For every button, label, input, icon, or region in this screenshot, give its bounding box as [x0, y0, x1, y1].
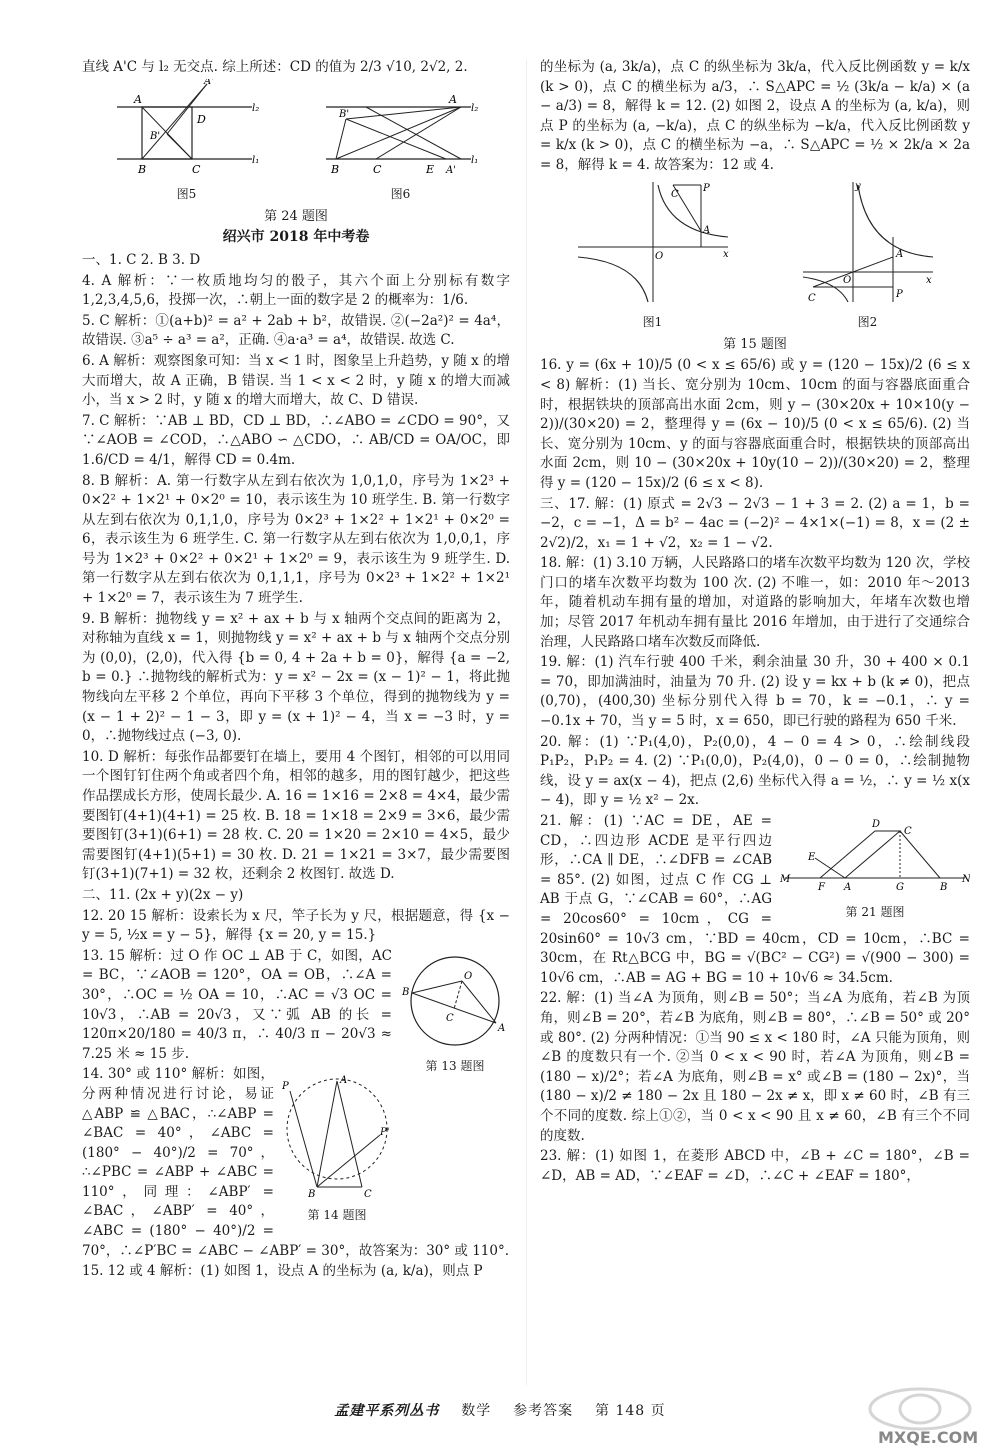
- svg-text:A': A': [203, 78, 214, 87]
- figure-21: [780, 816, 970, 922]
- figure-21-caption: 第 21 题图: [845, 904, 905, 919]
- svg-text:B: B: [308, 1189, 316, 1200]
- svg-text:l₁: l₁: [251, 154, 259, 166]
- figure-14: [282, 1069, 392, 1225]
- answer-paragraph-21: 21. 解：(1) ∵AC = DE，AE = CD，∴四边形 ACDE 是平行四边形，∴CA ∥ DE，∴∠DFB = ∠CAB = 85°. (2) 如图，过点 C 作 CG ⊥ AB 于点 G，∵∠CAB = 60°，∴AG = 20cos60° = 10cm，CG = 20sin60° = 10√3 cm，∵BD = 40cm，CD = 10cm，∴BC = 30cm，在 Rt△BCG 中，BG = √(BC² − CG²) = √(900 − 300) = 10√6 cm，∴AB = AG + BG = 10 + 10√6 ≈ 34.5cm.: [540, 813, 970, 986]
- answer-paragraph: 8. B 解析：A. 第一行数字从左到右依次为 1,0,1,0，序号为 1×2³ + 0×2² + 1×2¹ + 0×2⁰ = 10，表示该生为 10 班学生. B. 第一行数字从左到右依次为 0,1,1,0，序号为 0×2³ + 1×2² + 1×2¹ + 0×2⁰ = 6，表示该生为 6 班学生. C. 第一行数字从左到右依次为 1,0,0,1，序号为 1×2³ + 0×2² + 0×2¹ + 1×2⁰ = 9，表示该生为 9 班学生. D. 第一行数字从左到右依次为 0,1,1,1，序号为 0×2³ + 1×2² + 1×2¹ + 1×2⁰ = 7，表示该生为 7 班学生.: [82, 472, 510, 607]
- footer-series: 孟建平系列丛书: [334, 1403, 440, 1419]
- answer-paragraph: 9. B 解析：抛物线 y = x² + ax + b 与 x 轴两个交点间的距离为 2，对称轴为直线 x = 1，则抛物线 y = x² + ax + b 与 x 轴两个交点分别为 (0,0)，(2,0)，代入得 {b = 0, 4 + 2a + b = 0}，解得 {a = −2, b = 0.} ∴抛物线的解析式为：y = x² − 2x = (x − 1)² − 1，将此抛物线向左平移 2 个单位，再向下平移 3 个单位，得到的抛物线为 y = (x − 1 + 2)² − 1 − 3，即 y = (x + 1)² − 4，当 x = −3 时，y = 0，∴抛物线过点 (−3, 0).: [82, 610, 510, 745]
- svg-text:P: P: [895, 288, 903, 300]
- svg-text:M: M: [780, 874, 791, 885]
- svg-text:B: B: [137, 162, 146, 176]
- figure-15-1-label: 图1: [642, 315, 663, 330]
- svg-text:P': P': [380, 1127, 390, 1139]
- svg-text:x: x: [925, 274, 932, 286]
- svg-text:l₁: l₁: [470, 154, 478, 166]
- svg-text:P: P: [702, 182, 710, 194]
- answer-paragraph: 10. D 解析：每张作品都要钉在墙上，要用 4 个图钉，相邻的可以用同一个图钉钉住两个角或者四个角，相邻的越多，用的图钉越少，把这些作品摆成长方形，使周长最少. A. 16 = 1×16 = 2×8 = 4×4，最少需要图钉(4+1)(4+1) = 25 枚. B. 18 = 1×18 = 2×9 = 3×6，最少需要图钉(3+1)(6+1) = 28 枚. C. 20 = 1×20 = 2×10 = 4×5，最少需要图钉(4+1)(5+1) = 30 枚. D. 21 = 1×21 = 3×7，最少需要图钉(3+1)(7+1) = 32 枚，还剩余 2 枚图钉. 故选 D.: [82, 748, 510, 883]
- svg-text:O: O: [842, 274, 851, 286]
- svg-text:O: O: [654, 250, 663, 262]
- svg-text:C: C: [904, 826, 912, 837]
- figure-15-2: [798, 177, 938, 333]
- answer-paragraph: 4. A 解析：∵一枚质地均匀的骰子，其六个面上分别标有数字 1,2,3,4,5,6，投掷一次，∴朝上一面的数字是 2 的概率为：1/6.: [82, 272, 510, 309]
- answer-paragraph-22: 22. 解：(1) 当∠A 为顶角，则∠B = 50°；当∠A 为底角，若∠B 为顶角，则∠B = 20°，若∠B 为底角，则∠B = 80°，∴∠B = 50° 或 20° 或 80°. (2) 分两种情况：①当 90 ≤ x < 180 时，∠A 只能为顶角，则∠B 的度数只有一个. ②当 0 < x < 90 时，若∠A 为顶角，则∠B = (180 − x)/2°；若∠A 为底角，则∠B = x° 或∠B = (180 − 2x)°，当 (180 − x)/2 ≠ 180 − 2x 且 180 − 2x ≠ x，即 x ≠ 60 时，∠B 有三个不同的度数. 综上①②，当 0 < x < 90 且 x ≠ 60，∠B 有三个不同的度数.: [540, 990, 970, 1144]
- answer-paragraph: 7. C 解析：∵AB ⊥ BD，CD ⊥ BD，∴∠ABO = ∠CDO = 90°，又∵∠AOB = ∠COD，∴△ABO ∽ △CDO，∴ AB/CD = OA/OC，即 1.6/CD = 4/1，解得 CD = 0.4m.: [82, 412, 510, 468]
- svg-text:D: D: [196, 112, 206, 126]
- svg-text:C: C: [670, 188, 679, 200]
- figure-14-diagram: [282, 1069, 392, 1199]
- fig-row-24: [82, 79, 510, 205]
- footer-page: 第 148 页: [595, 1403, 666, 1419]
- svg-text:B: B: [330, 162, 339, 176]
- answer-paragraph-15-cont: 的坐标为 (a, 3k/a)，点 C 的纵坐标为 3k/a，代入反比例函数 y = k/x (k > 0)，点 C 的横坐标为 a/3，∴ S△APC = ½ (3k/a − k/a) × (a − a/3) = 8，解得 k = 12. (2) 如图 2，设点 A 的坐标为 (a, k/a)，则点 P 的坐标为 (a, −k/a)，点 C 的纵坐标为 −k/a，代入反比例函数 y = k/x (k > 0)，点 C 的横坐标为 −a，∴ S△APC = ½ × 2k/a × 2a = 8，解得 k = 4. 故答案为：12 或 4.: [540, 59, 970, 173]
- svg-text:B': B': [338, 108, 349, 120]
- intro-line: 直线 A'C 与 l₂ 无交点. 综上所述：CD 的值为 2/3 √10, 2√2, 2.: [82, 59, 468, 75]
- answer-paragraph: 5. C 解析：①(a+b)² = a² + 2ab + b²，故错误. ②(−2a²)² = 4a⁴，故错误. ③a⁵ ÷ a³ = a²，正确. ④a·a³ = a⁴，故错误. 故选 C.: [82, 312, 510, 349]
- answer-paragraph-14: 14. 30° 或 110° 解析：如图，分两种情况进行讨论，易证 △ABP ≌ △BAC，∴∠ABP = ∠BAC = 40°，∠ABC = (180° − 40°)/2 = 70°，∴∠PBC = ∠ABP + ∠ABC = 110°，同理：∠ABP′ = ∠BAC，∠ABP′ = 40°，∠ABC = (180° − 40°)/2 = 70°，∴∠P′BC = ∠ABC − ∠ABP′ = 30°，故答案为：30° 或 110°.: [82, 1066, 510, 1259]
- footer-subject: 数学: [461, 1403, 492, 1419]
- svg-text:C: C: [446, 1012, 454, 1024]
- svg-text:F: F: [818, 882, 825, 893]
- answer-paragraph: 三、17. 解：(1) 原式 = 2√3 − 2√3 − 1 + 3 = 2. (2) a = 1，b = −2，c = −1，Δ = b² − 4ac = (−2)² − 4×1×(−1) = 8，x = (2 ± 2√2)/2，x₁ = 1 + √2，x₂ = 1 − √2.: [540, 495, 970, 551]
- figure-15-1: [573, 177, 733, 333]
- column-divider: [526, 60, 527, 1385]
- figure-13: [400, 951, 510, 1077]
- section-title: 绍兴市 2018 年中考卷: [222, 229, 370, 246]
- figure-15-2-label: 图2: [857, 315, 878, 330]
- svg-text:C: C: [191, 162, 200, 176]
- svg-text:l₂: l₂: [251, 102, 259, 114]
- answer-paragraph: 6. A 解析：观察图象可知：当 x < 1 时，图象呈上升趋势，y 随 x 的增大而增大，故 A 正确，B 错误. 当 1 < x < 2 时，y 随 x 的增大而减小，当 x > 2 时，y 随 x 的增大而增大，故 C、D 错误.: [82, 352, 511, 409]
- figure-5-diagram: [112, 79, 262, 179]
- svg-text:A: A: [133, 92, 142, 106]
- answer-paragraph: 16. y = (6x + 10)/5 (0 < x ≤ 65/6) 或 y = (120 − 15x)/2 (6 ≤ x < 8) 解析：(1) 当长、宽分别为 10cm、10cm 的面与容器底面重合时，根据铁块的顶部高出水面 2cm，则 y − (30×20x + 10×10(y − 2))/(30×20) = 2，整理得 y = (6x − 10)/5 (0 < x ≤ 65/6). (2) 当长、宽分别为 10cm、y 的面与容器底面重合时，根据铁块的顶部高出水面 2cm，则 10 − (30×20x + 10y(10 − 2))/(30×20) = 2，整理得 y = (120 − 15x)/2 (6 ≤ x < 8).: [540, 357, 970, 491]
- figure-6: [321, 79, 481, 205]
- svg-text:E: E: [425, 162, 434, 176]
- figure-13-caption: 第 13 题图: [425, 1059, 485, 1074]
- svg-text:A: A: [702, 224, 710, 236]
- figure-6-diagram: [321, 79, 481, 179]
- answer-paragraph: 18. 解：(1) 3.10 万辆，人民路路口的堵车次数平均数为 120 次，学校门口的堵车次数平均数为 100 次. (2) 不唯一，如：2010 年～2013 年，随着机动车拥有量的增加，对道路的影响加大，年堵车次数也增加；尽管 2017 年机动车拥有量比 2016 年增加，由于进行了交通综合治理，人民路路口堵车次数反而降低.: [540, 555, 970, 650]
- svg-text:y: y: [854, 180, 861, 192]
- svg-text:B: B: [940, 882, 948, 893]
- figure-5: [112, 79, 262, 205]
- svg-text:A': A': [445, 164, 456, 176]
- right-column: [540, 58, 970, 1187]
- svg-text:x: x: [722, 248, 729, 260]
- svg-text:l₂: l₂: [470, 102, 478, 114]
- svg-text:C: C: [372, 162, 381, 176]
- svg-text:A: A: [340, 1075, 348, 1087]
- answer-paragraph-23: 23. 解：(1) 如图 1，在菱形 ABCD 中，∠B + ∠C = 180°，∠B = ∠D，AB = AD，∵∠EAF = ∠D，∴∠C + ∠EAF = 180°，: [540, 1148, 970, 1184]
- figure-5-label: 图5: [176, 187, 197, 202]
- figure-14-caption: 第 14 题图: [307, 1207, 367, 1222]
- figure-6-label: 图6: [390, 187, 411, 202]
- figure-24-caption: 第 24 题图: [264, 208, 328, 224]
- answer-paragraph: 12. 20 15 解析：设索长为 x 尺，竿子长为 y 尺，根据题意，得 {x − y = 5, ½x = y − 5}，解得 {x = 20, y = 15.}: [82, 907, 510, 944]
- svg-text:N: N: [962, 874, 970, 885]
- svg-text:D: D: [872, 819, 881, 830]
- answer-paragraph-13: 13. 15 解析：过 O 作 OC ⊥ AB 于 C，如图，AC = BC，∵∠AOB = 120°，OA = OB，∴∠A = 30°，∴OC = ½ OA = 10，∴AC = √3 OC = 10√3，∴AB = 20√3，又∵弧 AB 的长 = 120π×20/180 = 40/3 π，∴ 40/3 π − 20√3 ≈ 7.25 米 ≈ 15 步.: [82, 947, 392, 1062]
- svg-text:G: G: [896, 882, 904, 893]
- svg-text:A: A: [844, 882, 852, 893]
- page-footer: [0, 1400, 1000, 1420]
- answer-paragraph: 20. 解：(1) ∵P₁(4,0)，P₂(0,0)，4 − 0 = 4 > 0，∴绘制线段 P₁P₂，P₁P₂ = 4. (2) ∵P₁(0,0)，P₂(4,0)，0 − 0 = 0，∴绘制抛物线，设 y = ax(x − 4)，把点 (2,6) 坐标代入得 a = ½，∴ y = ½ x(x − 4)，即 y = ½ x² − 2x.: [540, 733, 970, 809]
- svg-text:A: A: [498, 1022, 506, 1034]
- footer-section: 参考答案: [513, 1403, 574, 1419]
- svg-text:B': B': [149, 130, 160, 142]
- svg-text:A: A: [448, 92, 457, 106]
- fig-row-15: [540, 177, 970, 333]
- svg-text:C: C: [364, 1189, 372, 1200]
- figure-13-diagram: [400, 951, 510, 1051]
- answer-paragraph: 19. 解：(1) 汽车行驶 400 千米，剩余油量 30 升，30 + 400 × 0.1 = 70，即加满油时，油量为 70 升. (2) 设 y = kx + b (k ≠ 0)，把点 (0,70)，(400,30) 坐标分别代入得 b = 70，k = −0.1，∴ y = −0.1x + 70，当 y = 5 时，x = 650，即已行驶的路程为 650 千米.: [540, 654, 970, 730]
- figure-15-caption: 第 15 题图: [723, 336, 787, 352]
- svg-text:A: A: [895, 248, 903, 260]
- svg-text:E: E: [808, 852, 816, 863]
- answer-paragraph-15: 15. 12 或 4 解析：(1) 如图 1，设点 A 的坐标为 (a, k/a)，则点 P: [82, 1263, 483, 1280]
- svg-text:B: B: [402, 986, 410, 998]
- answer-paragraph: 一、1. C 2. B 3. D: [82, 251, 201, 268]
- figure-15-1-graph: [573, 177, 733, 307]
- svg-text:C: C: [807, 292, 816, 304]
- answer-paragraph: 二、11. (2x + y)(2x − y): [82, 886, 244, 903]
- left-column: [82, 58, 510, 1283]
- watermark-text: MXQE.COM: [878, 1428, 979, 1447]
- figure-21-diagram: [780, 816, 970, 896]
- figure-15-2-graph: [798, 177, 938, 307]
- svg-text:P: P: [282, 1081, 289, 1093]
- svg-text:O: O: [464, 970, 473, 982]
